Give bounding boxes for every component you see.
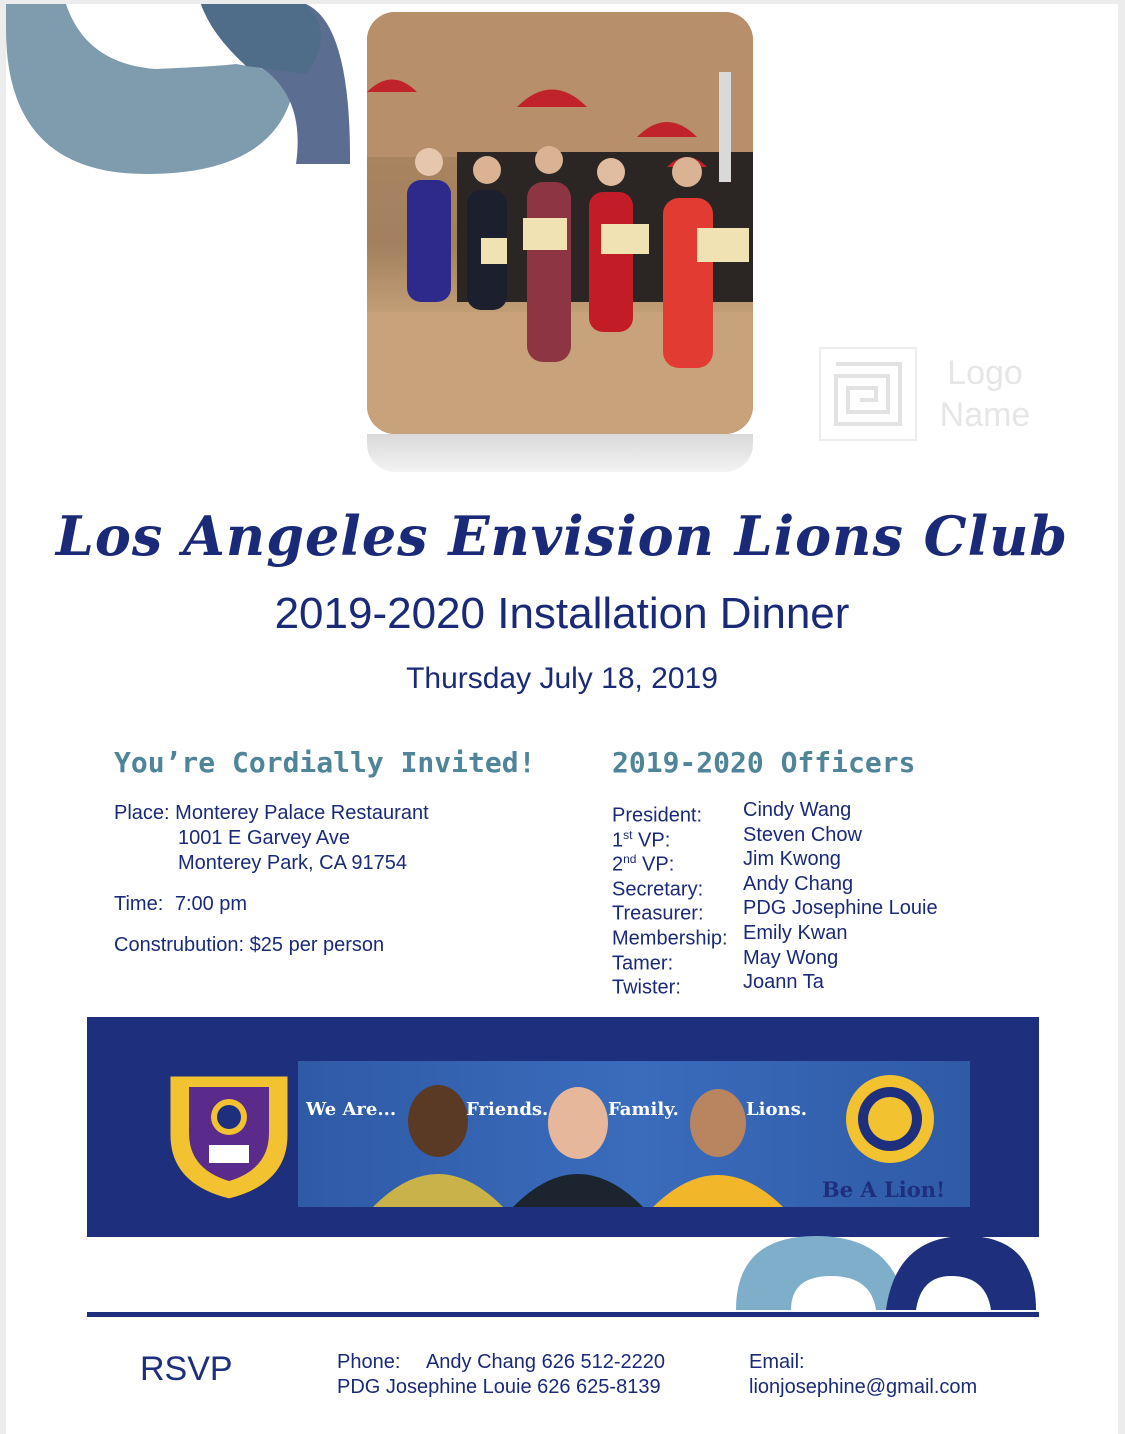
- officer-name: Emily Kwan: [743, 921, 848, 944]
- officer-name: Steven Chow: [743, 823, 862, 846]
- phone-label: Phone:: [337, 1351, 401, 1373]
- phone-line-2: PDG Josephine Louie 626 625-8139: [337, 1376, 661, 1398]
- maze-logo-icon: [818, 346, 918, 442]
- phone-line-1: [337, 1350, 665, 1375]
- banner-phrase-1: We Are...: [306, 1099, 397, 1120]
- officer-row: [612, 798, 938, 827]
- flyer-page: [6, 4, 1118, 1434]
- decorative-arcs-bottom-right: [736, 1226, 1046, 1310]
- officer-row: [612, 896, 938, 926]
- event-title: 2019-2020 Installation Dinner: [274, 589, 850, 638]
- officer-name: PDG Josephine Louie: [743, 897, 938, 920]
- logo-placeholder-text: [930, 352, 1040, 436]
- place-name: Monterey Palace Restaurant: [175, 802, 429, 824]
- phone-andy: Andy Chang 626 512-2220: [425, 1351, 666, 1373]
- contribution-info: [114, 934, 384, 957]
- officer-role: Secretary:: [612, 878, 704, 901]
- officer-row: [612, 823, 938, 852]
- rsvp-label: RSVP: [140, 1350, 233, 1388]
- logo-placeholder-line2: Name: [939, 396, 1031, 434]
- address-line2: Monterey Park, CA 91754: [178, 852, 408, 874]
- banner-photo: [298, 1061, 970, 1207]
- officers-list: [612, 798, 938, 999]
- officers-heading: 2019-2020 Officers: [612, 746, 916, 779]
- photo-reflection: [367, 434, 753, 472]
- officer-name: May Wong: [743, 946, 839, 969]
- event-photo-illustration: [367, 12, 753, 434]
- place-info: [114, 802, 429, 825]
- event-date: Thursday July 18, 2019: [406, 662, 718, 695]
- officer-role: 1st VP:: [612, 827, 671, 852]
- officer-role: Twister:: [612, 976, 681, 999]
- logo-placeholder-line1: Logo: [947, 354, 1023, 392]
- officer-role: Membership:: [612, 927, 728, 950]
- banner-phrase-4: Lions.: [746, 1099, 807, 1120]
- officer-role: Tamer:: [612, 952, 674, 975]
- banner-phrase-2: Friends.: [466, 1099, 549, 1120]
- officer-role: Treasurer:: [612, 903, 704, 926]
- invitation-heading: You’re Cordially Invited!: [114, 746, 536, 779]
- officer-name: Andy Chang: [743, 872, 854, 895]
- officer-row: [612, 847, 938, 876]
- club-crest-icon: [159, 1065, 299, 1205]
- officer-name: Cindy Wang: [743, 799, 852, 821]
- lions-banner: [87, 1017, 1039, 1237]
- contribution-value: $25 per person: [249, 934, 385, 956]
- email-label: Email:: [749, 1351, 805, 1373]
- club-name: Los Angeles Envision Lions Club: [55, 504, 1069, 568]
- time-value: 7:00 pm: [174, 893, 248, 915]
- place-label: Place:: [114, 802, 170, 824]
- contribution-label: Construbution:: [114, 934, 245, 956]
- email-address[interactable]: lionjosephine@gmail.com: [749, 1376, 978, 1398]
- officer-row: [612, 946, 938, 975]
- time-label: Time:: [114, 893, 164, 915]
- officer-row: [612, 872, 938, 901]
- officer-row: [612, 970, 938, 999]
- banner-phrase-3: Family.: [608, 1099, 679, 1120]
- time-info: [114, 893, 247, 916]
- logo-placeholder: [818, 346, 1031, 447]
- banner-slogan: Be A Lion!: [822, 1177, 946, 1202]
- phone-contact: [337, 1350, 665, 1400]
- officer-name: Jim Kwong: [743, 848, 841, 871]
- officer-role: 2nd VP:: [612, 852, 675, 876]
- officer-role: President:: [612, 804, 703, 827]
- footer-divider: [87, 1312, 1039, 1317]
- decorative-arcs-top-left: [6, 4, 356, 184]
- email-contact: [749, 1350, 977, 1400]
- officer-row: [612, 921, 938, 950]
- address-line1: 1001 E Garvey Ave: [178, 827, 350, 849]
- officer-name: Joann Ta: [743, 971, 824, 994]
- event-photo: [367, 12, 753, 434]
